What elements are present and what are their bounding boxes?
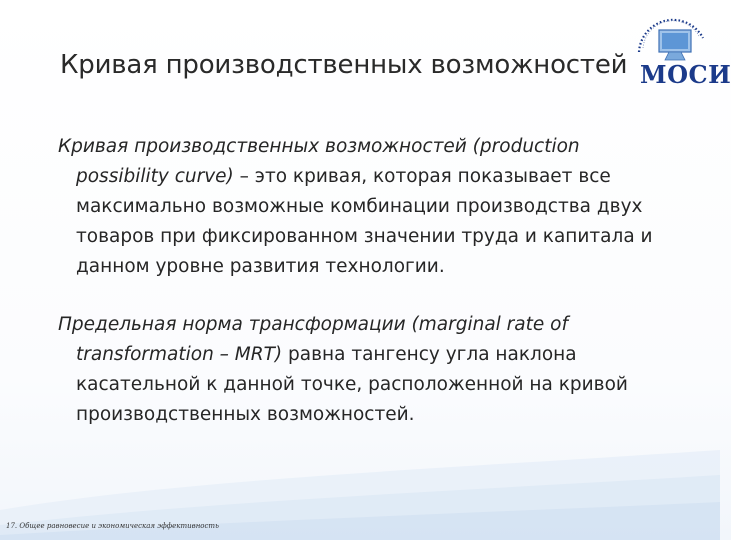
page-title: Кривая производственных возможностей: [60, 50, 628, 80]
definition-term: Кривая производственных возможностей (production possibility curve): [58, 136, 580, 187]
mrt-term: Предельная норма трансформации (marginal rate of transformation – MRT): [58, 314, 568, 365]
logo-text: МОСИ: [640, 60, 731, 89]
definition-text: – это кривая, которая показывает все максимально возможные комбинации производства двух товаров при фиксированном значении труда и капитала и данном уровне развития технологии.: [76, 166, 653, 277]
slide-footer: 17. Общее равновесие и экономическая эффективность: [6, 522, 219, 530]
definition-paragraph: [58, 132, 658, 282]
mrt-text: равна тангенсу угла наклона касательной к данной точке, расположенной на кривой производственных возможностей.: [76, 344, 628, 425]
slide-body: [58, 132, 658, 458]
mrt-paragraph: [58, 310, 658, 430]
